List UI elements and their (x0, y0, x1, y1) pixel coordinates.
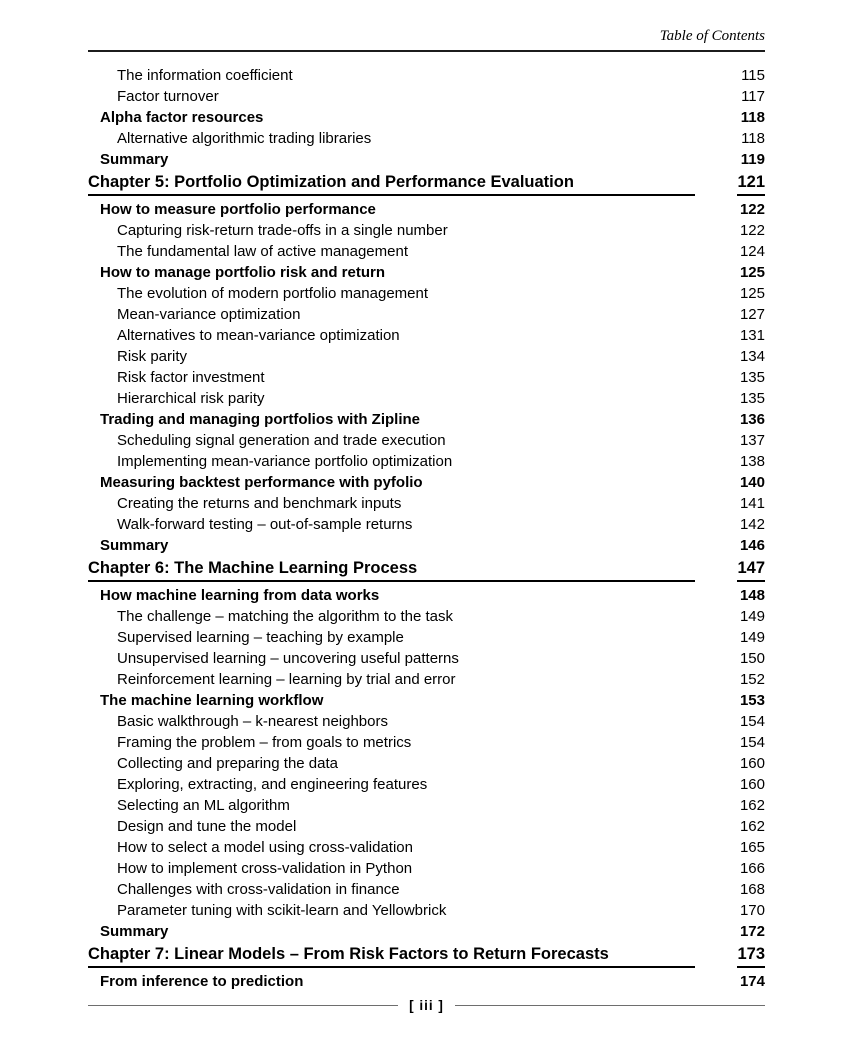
toc-entry[interactable] (88, 325, 765, 346)
toc-entry-page-number: 127 (739, 306, 765, 323)
toc-entry-label: Summary (100, 151, 169, 168)
page-footer (88, 998, 765, 1013)
toc-entry[interactable] (88, 879, 765, 900)
toc-entry[interactable] (88, 283, 765, 304)
toc-entry-page-number: 165 (739, 839, 765, 856)
toc-entry-page-number: 162 (739, 818, 765, 835)
toc-entry-label: How to manage portfolio risk and return (100, 264, 386, 281)
toc-entry-label: Chapter 5: Portfolio Optimization and Performance Evaluation (88, 172, 695, 196)
toc-entry[interactable] (88, 971, 765, 992)
toc-entry-label: Basic walkthrough – k-nearest neighbors (117, 713, 388, 730)
toc-entry[interactable] (88, 409, 765, 430)
toc-entry-page-number: 135 (739, 369, 765, 386)
toc-entry-page-number: 141 (739, 495, 765, 512)
toc-entry[interactable] (88, 944, 765, 968)
toc-entry-page-number: 173 (737, 944, 765, 968)
footer-rule-right (455, 1005, 765, 1006)
toc-entry[interactable] (88, 172, 765, 196)
toc-entry-page-number: 170 (739, 902, 765, 919)
page-header (88, 28, 765, 52)
toc-entry-label: Trading and managing portfolios with Zipline (100, 411, 420, 428)
toc-entry-page-number: 135 (739, 390, 765, 407)
toc-entry-label: Walk-forward testing – out-of-sample returns (117, 516, 413, 533)
toc-entry-page-number: 153 (739, 692, 765, 709)
footer-rule-left (88, 1005, 398, 1006)
toc-entry-page-number: 160 (739, 755, 765, 772)
toc-entry-page-number: 174 (739, 973, 765, 990)
toc-entry-label: Chapter 7: Linear Models – From Risk Factors to Return Forecasts (88, 944, 695, 968)
toc-entry-label: Alternative algorithmic trading libraries (117, 130, 372, 147)
toc-entry-label: Unsupervised learning – uncovering useful patterns (117, 650, 459, 667)
toc-entry[interactable] (88, 220, 765, 241)
toc-entry-label: Hierarchical risk parity (117, 390, 265, 407)
toc-entry-label: The evolution of modern portfolio management (117, 285, 429, 302)
toc-entry-label: Creating the returns and benchmark inputs (117, 495, 402, 512)
toc-entry-label: The challenge – matching the algorithm to the task (117, 608, 454, 625)
toc-entry-page-number: 154 (739, 734, 765, 751)
toc-entry-label: Challenges with cross-validation in finance (117, 881, 400, 898)
toc-entry-page-number: 119 (740, 151, 765, 168)
toc-entry-page-number: 149 (739, 608, 765, 625)
toc-entry-label: Collecting and preparing the data (117, 755, 338, 772)
toc-entry[interactable] (88, 816, 765, 837)
toc-entry[interactable] (88, 535, 765, 556)
toc-entry-page-number: 146 (739, 537, 765, 554)
toc-entry[interactable] (88, 558, 765, 582)
toc-entry-label: Capturing risk-return trade-offs in a single number (117, 222, 448, 239)
toc-entry[interactable] (88, 128, 765, 149)
toc-entry[interactable] (88, 606, 765, 627)
toc-entry-page-number: 136 (739, 411, 765, 428)
toc-entry[interactable] (88, 837, 765, 858)
toc-entry-label: How to measure portfolio performance (100, 201, 376, 218)
toc-entry-label: How to implement cross-validation in Python (117, 860, 413, 877)
toc-entry-page-number: 117 (741, 88, 765, 105)
toc-entry[interactable] (88, 199, 765, 220)
toc-entry[interactable] (88, 669, 765, 690)
toc-entry-label: From inference to prediction (100, 973, 304, 990)
toc-entry[interactable] (88, 732, 765, 753)
toc-entry-label: Selecting an ML algorithm (117, 797, 290, 814)
toc-entry[interactable] (88, 774, 765, 795)
toc-entry-label: Summary (100, 537, 169, 554)
toc-entry-page-number: 122 (739, 222, 765, 239)
toc-entry[interactable] (88, 472, 765, 493)
toc-entry-page-number: 124 (739, 243, 765, 260)
toc-entry[interactable] (88, 690, 765, 711)
toc-entry-label: Scheduling signal generation and trade execution (117, 432, 446, 449)
toc-entry-label: Supervised learning – teaching by example (117, 629, 404, 646)
toc-entry-label: Implementing mean-variance portfolio optimization (117, 453, 453, 470)
toc-entry[interactable] (88, 858, 765, 879)
toc-entry-page-number: 142 (739, 516, 765, 533)
toc-entry-page-number: 172 (739, 923, 765, 940)
toc-entry[interactable] (88, 107, 765, 128)
toc-entry[interactable] (88, 86, 765, 107)
toc-entry[interactable] (88, 795, 765, 816)
toc-entry[interactable] (88, 711, 765, 732)
toc-entry-page-number: 168 (739, 881, 765, 898)
toc-entry[interactable] (88, 367, 765, 388)
toc-entry-label: Design and tune the model (117, 818, 297, 835)
toc-entry-page-number: 152 (739, 671, 765, 688)
toc-entry-page-number: 125 (739, 264, 765, 281)
toc-entry[interactable] (88, 241, 765, 262)
toc-entry-page-number: 134 (739, 348, 765, 365)
toc-entry[interactable] (88, 262, 765, 283)
toc-entry[interactable] (88, 921, 765, 942)
toc-entry[interactable] (88, 430, 765, 451)
toc-entry-page-number: 140 (739, 474, 765, 491)
toc-entry-label: The information coefficient (117, 67, 293, 84)
toc-entry-page-number: 131 (739, 327, 765, 344)
toc-entry[interactable] (88, 304, 765, 325)
toc-entry-label: Alpha factor resources (100, 109, 264, 126)
toc-entry-page-number: 118 (741, 130, 765, 147)
toc-entry-page-number: 137 (739, 432, 765, 449)
toc-entry-label: Mean-variance optimization (117, 306, 301, 323)
toc-entry-label: Summary (100, 923, 169, 940)
running-head-title: Table of Contents (659, 28, 765, 44)
toc-entry-page-number: 148 (739, 587, 765, 604)
page-content (88, 28, 765, 992)
toc-entry-page-number: 115 (741, 67, 765, 84)
toc-entry[interactable] (88, 346, 765, 367)
toc-entry-page-number: 122 (739, 201, 765, 218)
toc-entry[interactable] (88, 648, 765, 669)
table-of-contents (88, 65, 765, 992)
toc-entry-page-number: 118 (740, 109, 765, 126)
toc-entry-label: The fundamental law of active management (117, 243, 408, 260)
toc-entry[interactable] (88, 900, 765, 921)
page-number-label: [ iii ] (409, 998, 444, 1013)
toc-entry-page-number: 162 (739, 797, 765, 814)
toc-entry-page-number: 160 (739, 776, 765, 793)
toc-entry-page-number: 147 (737, 558, 765, 582)
toc-entry-label: Parameter tuning with scikit-learn and Yellowbrick (117, 902, 447, 919)
toc-entry-label: How machine learning from data works (100, 587, 380, 604)
toc-entry[interactable] (88, 753, 765, 774)
toc-entry-label: Risk parity (117, 348, 188, 365)
toc-entry-label: Chapter 6: The Machine Learning Process (88, 558, 695, 582)
toc-entry-label: Exploring, extracting, and engineering features (117, 776, 428, 793)
toc-entry[interactable] (88, 627, 765, 648)
toc-entry[interactable] (88, 451, 765, 472)
toc-entry-page-number: 125 (739, 285, 765, 302)
toc-entry-page-number: 150 (739, 650, 765, 667)
toc-entry[interactable] (88, 514, 765, 535)
toc-entry[interactable] (88, 493, 765, 514)
toc-entry[interactable] (88, 388, 765, 409)
toc-entry-page-number: 166 (739, 860, 765, 877)
toc-entry-label: How to select a model using cross-validation (117, 839, 413, 856)
toc-entry[interactable] (88, 585, 765, 606)
toc-entry[interactable] (88, 149, 765, 170)
toc-entry-label: Risk factor investment (117, 369, 265, 386)
toc-entry[interactable] (88, 65, 765, 86)
toc-entry-label: Alternatives to mean-variance optimization (117, 327, 400, 344)
toc-entry-label: Reinforcement learning – learning by trial and error (117, 671, 456, 688)
toc-entry-page-number: 121 (737, 172, 765, 196)
toc-entry-label: Factor turnover (117, 88, 219, 105)
toc-entry-page-number: 154 (739, 713, 765, 730)
toc-entry-label: The machine learning workflow (100, 692, 324, 709)
toc-entry-page-number: 138 (739, 453, 765, 470)
toc-entry-label: Measuring backtest performance with pyfolio (100, 474, 423, 491)
toc-entry-page-number: 149 (739, 629, 765, 646)
toc-entry-label: Framing the problem – from goals to metrics (117, 734, 412, 751)
